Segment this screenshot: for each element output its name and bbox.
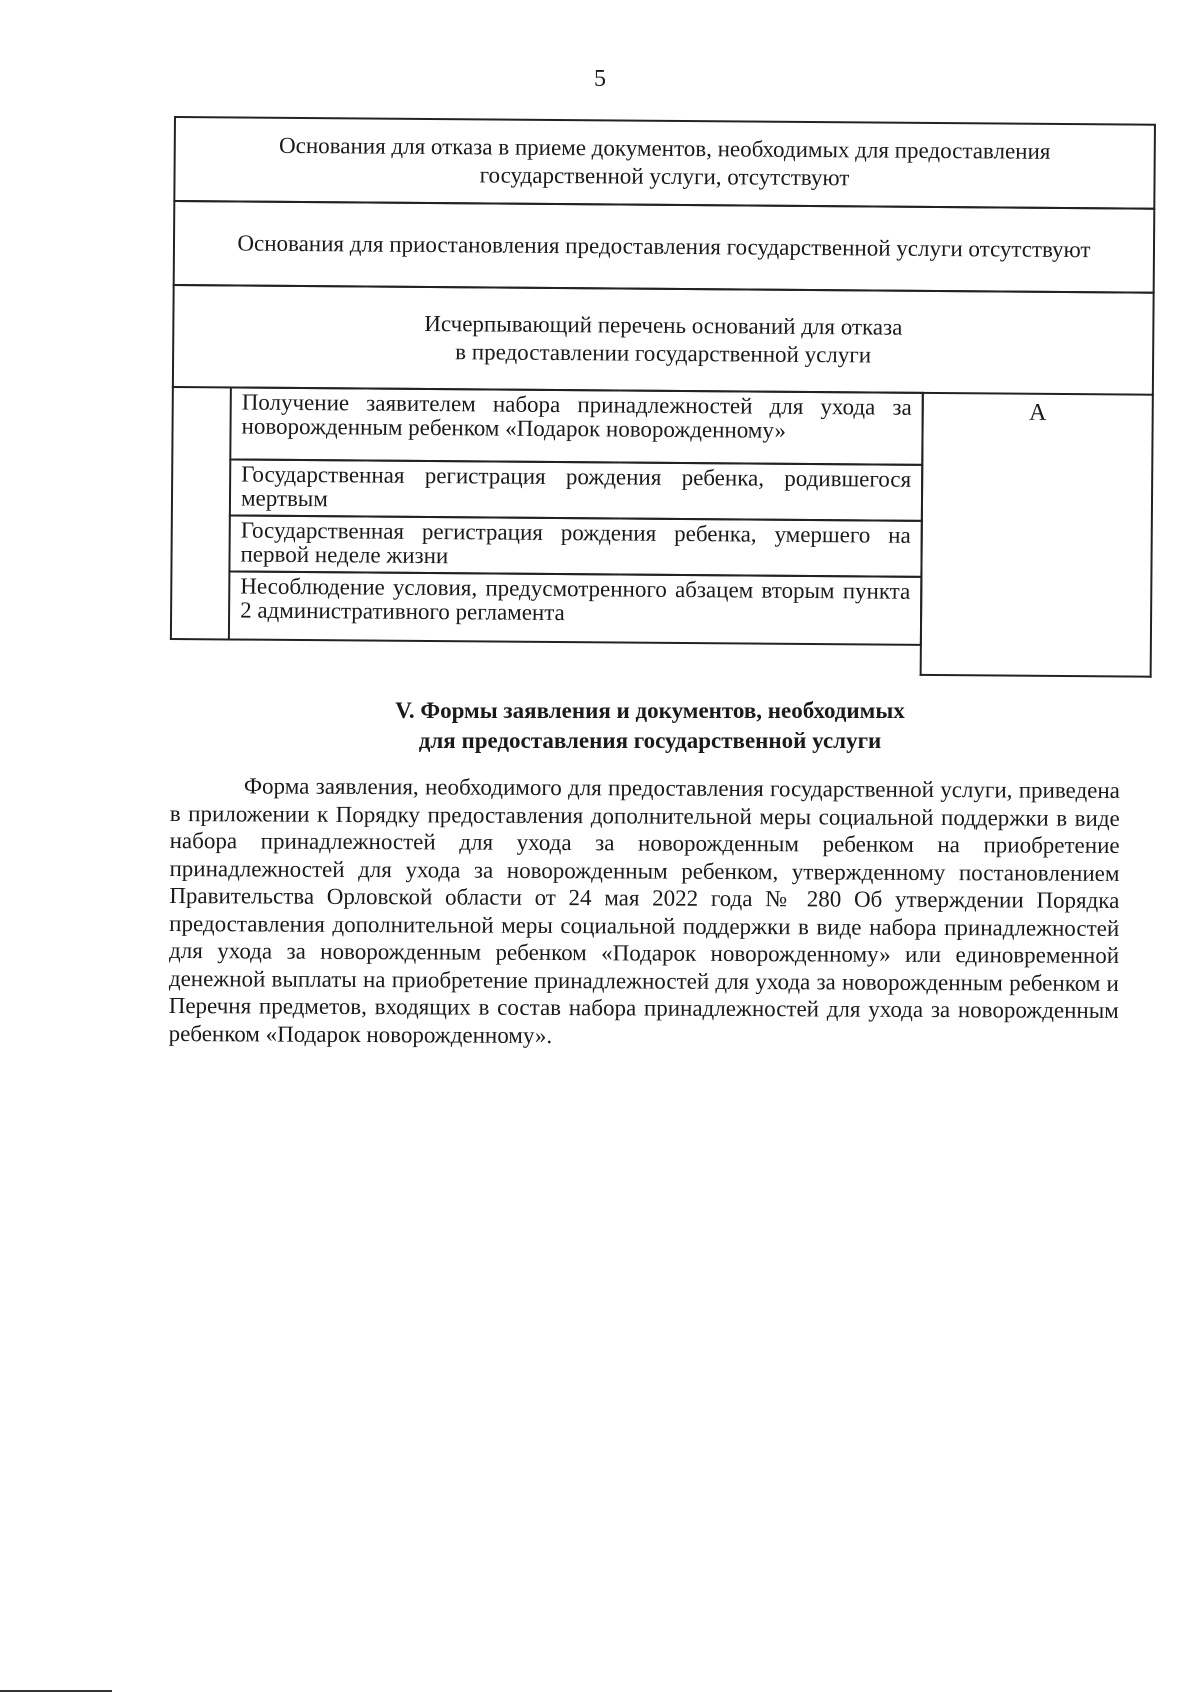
header-text [424, 310, 902, 370]
section-paragraph: Форма заявления, необходимого для предоставления государственной услуги, приведена в приложении к Порядку предоставления дополнительной меры социальной поддержки в виде набора принадлежностей для ухода за новорожденным ребенком на приобретение принадлежностей для ухода за новорожденным ребенком, утвержденному постановлением Правительства Орловской области от 24 мая 2022 года № 280 Об утверждении Порядка предоставления дополнительной меры социальной поддержки в виде набора принадлежностей для ухода за новорожденным ребенком «Подарок новорожденному» или единовременной денежной выплаты на приобретение принадлежностей для ухода за новорожденным ребенком и Перечня предметов, входящих в состав набора принадлежностей для ухода за новорожденным ребенком «Подарок новорожденному». [168, 773, 1120, 1048]
table-cell-ground-3: Государственная регистрация рождения ребенка, умершего на первой неделе жизни [228, 514, 922, 577]
right-column-label: А [1028, 399, 1047, 426]
section-heading [300, 696, 1000, 756]
section-heading-line-2: для предоставления государственной услуги [418, 728, 882, 753]
table-cell-ground-4: Несоблюдение условия, предусмотренного абзацем вторым пункта 2 административного регламента [228, 570, 923, 645]
row-text: Основания для отказа в приеме документов, необходимых для предоставления государственной услуги, отсутствуют [279, 132, 1051, 191]
header-line-1: Исчерпывающий перечень оснований для отказа [424, 310, 903, 340]
table-row-refusal-acceptance [173, 116, 1156, 210]
table-left-column [170, 386, 232, 640]
scan-edge-line [0, 1690, 112, 1692]
table-cell-ground-2: Государственная регистрация рождения ребенка, родившегося мертвым [229, 458, 923, 521]
table-cell-ground-1: Получение заявителем набора принадлежностей для ухода за новорожденным ребенком «Подарок новорожденному» [229, 386, 924, 465]
table-row-suspension [173, 200, 1156, 294]
header-line-2: в предоставлении государственной услуги [455, 339, 872, 368]
row-text: Основания для приостановления предоставления государственной услуги отсутствуют [237, 230, 1091, 263]
section-heading-line-1: V. Формы заявления и документов, необходимых [395, 698, 905, 723]
page-number: 5 [594, 66, 606, 92]
grounds-table [170, 116, 1156, 678]
table-right-column [920, 392, 1154, 678]
table-row-refusal-list-header [172, 284, 1155, 396]
